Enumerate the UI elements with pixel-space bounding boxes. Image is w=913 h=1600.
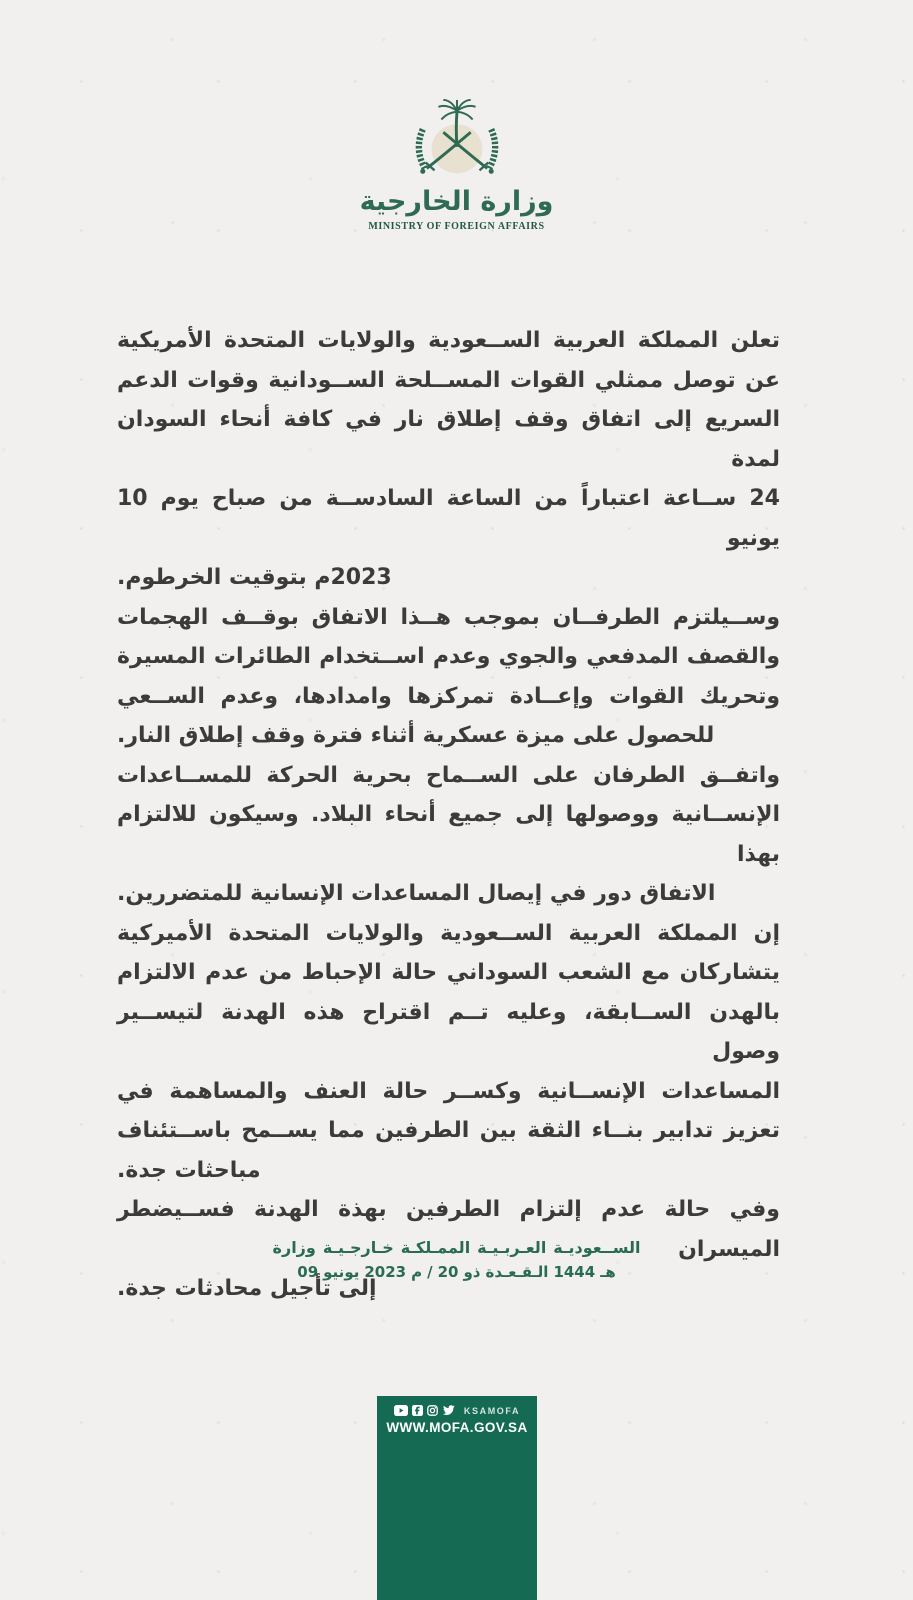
statement-line: بالهدن الســابقة، وعليه تــم اقتراح هذه الهدنة لتيســير وصول — [117, 999, 780, 1064]
footer-date-token: يونيو — [323, 1263, 360, 1281]
emblem-side-calligraphy — [418, 129, 424, 168]
statement-line: واتفــق الطرفان على الســماح بحرية الحركة للمســاعدات — [117, 762, 780, 788]
statement-line: 24 ســاعة اعتباراً من الساعة السادســة من صباح يوم 10 يونيو — [117, 486, 780, 551]
footer-date-token: 1444 — [553, 1263, 596, 1281]
mofa-emblem — [398, 98, 516, 184]
statement-line: عن توصل ممثلي القوات المســلحة الســودانية وقوات الدعم — [117, 367, 780, 393]
footer-date-separator: / — [427, 1263, 433, 1281]
statement-line: 2023م بتوقيت الخرطوم. — [117, 565, 392, 590]
statement-line: يتشاركان مع الشعب السوداني حالة الإحباط من عدم الالتزام — [117, 960, 780, 985]
facebook-icon — [412, 1405, 423, 1416]
footer-ministry-word: الممـلكـة — [400, 1238, 471, 1257]
statement-line: وفي حالة عدم إلتزام الطرفين بهذة الهدنة فســيضطر الميسران — [117, 1197, 780, 1262]
statement-line: للحصول على ميزة عسكرية أثناء فترة وقف إطلاق النار. — [117, 723, 715, 748]
statement-text — [117, 321, 780, 1309]
footer-signature — [0, 1238, 913, 1281]
instagram-icon — [427, 1405, 438, 1416]
footer-ministry-word: العـربـيـة — [477, 1238, 547, 1257]
statement-line: إن المملكة العربية الســعودية والولايات المتحدة الأميركية — [117, 920, 780, 946]
footer-date-token: 2023 — [364, 1263, 407, 1281]
social-row — [394, 1405, 520, 1416]
footer-date-token: م — [411, 1263, 423, 1281]
mofa-logo — [0, 98, 913, 232]
website-url: WWW.MOFA.GOV.SA — [386, 1420, 528, 1435]
footer-ministry-word: وزارة — [272, 1238, 316, 1257]
footer-ministry-word: الســعوديـة — [553, 1238, 641, 1257]
emblem-side-calligraphy — [489, 129, 495, 168]
statement-line: وتحريك القوات وإعــادة تمركزها وامدادها، وعدم الســعي — [117, 683, 780, 709]
twitter-icon — [442, 1405, 455, 1416]
statement-line: والقصف المدفعي والجوي وعدم اســتخدام الطائرات المسيرة — [117, 644, 780, 669]
statement-line: الاتفاق دور في إيصال المساعدات الإنسانية للمتضررين. — [117, 881, 716, 906]
footer-date-token: الـقـعـدة — [485, 1263, 549, 1281]
youtube-icon — [394, 1405, 408, 1416]
footer-ministry-line — [273, 1238, 641, 1257]
footer-date-token: ذو — [463, 1263, 481, 1281]
statement-line: الإنســانية ووصولها إلى جميع أنحاء البلاد. وسيكون للالتزام بهذا — [117, 802, 780, 867]
ministry-calligraphy-ar: وزارة الخارجية — [359, 186, 554, 217]
statement-line: إلى تأجيل محادثات جدة. — [117, 1276, 377, 1301]
footer-date-token: 09 — [297, 1263, 319, 1281]
statement-line: مباحثات جدة. — [117, 1157, 261, 1183]
statement-line: السريع إلى اتفاق وقف إطلاق نار في كافة أنحاء السودان لمدة — [117, 407, 780, 472]
social-banner — [377, 1396, 537, 1600]
footer-ministry-word: خـارجـيـة — [322, 1238, 394, 1257]
footer-date-token: هـ — [600, 1263, 616, 1281]
footer-date-token: 20 — [437, 1263, 459, 1281]
statement-line: المساعدات الإنســانية وكســر حالة العنف والمساهمة في — [117, 1078, 780, 1104]
ministry-name-en: MINISTRY OF FOREIGN AFFAIRS — [368, 221, 545, 232]
social-handle: KSAMOFA — [463, 1405, 521, 1416]
statement-line: تعلن المملكة العربية الســعودية والولايات المتحدة الأمريكية — [117, 328, 780, 353]
statement-line: وســيلتزم الطرفــان بموجب هــذا الاتفاق بوقــف الهجمات — [117, 604, 780, 630]
statement-line: تعزيز تدابير بنــاء الثقة بين الطرفين مما يســمح باســتئناف — [117, 1118, 780, 1143]
footer-date — [297, 1263, 615, 1281]
